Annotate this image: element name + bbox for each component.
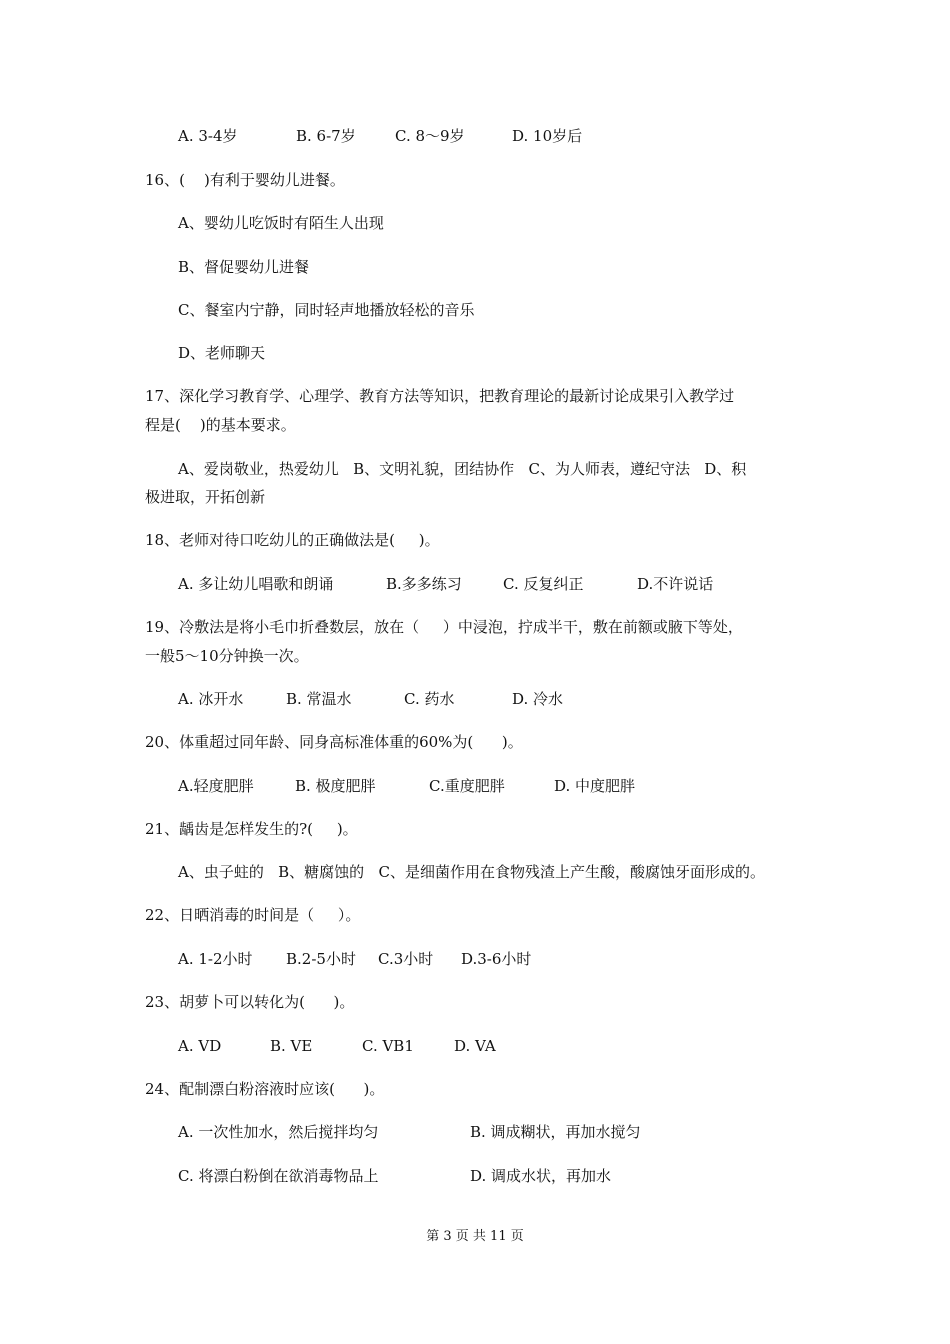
q24-option-b: B. 调成糊状，再加水搅匀 bbox=[470, 1123, 641, 1141]
q23-option-d: D. VA bbox=[454, 1037, 496, 1055]
q20-option-b: B. 极度肥胖 bbox=[295, 777, 376, 795]
q19-option-b: B. 常温水 bbox=[286, 690, 352, 708]
q22-option-c: C.3小时 bbox=[378, 950, 434, 968]
q15-option-a: A. 3-4岁 bbox=[178, 127, 238, 145]
q19-stem-line2: 一般5～10分钟换一次。 bbox=[145, 647, 309, 665]
q16-option-c: C、餐室内宁静，同时轻声地播放轻松的音乐 bbox=[178, 301, 475, 319]
q15-option-d: D. 10岁后 bbox=[512, 127, 583, 145]
q15-option-c: C. 8～9岁 bbox=[395, 127, 465, 145]
q24-option-c: C. 将漂白粉倒在欲消毒物品上 bbox=[178, 1167, 379, 1185]
q16-stem: 16、( )有利于婴幼儿进餐。 bbox=[145, 171, 345, 189]
q20-option-d: D. 中度肥胖 bbox=[554, 777, 636, 795]
q19-option-c: C. 药水 bbox=[404, 690, 455, 708]
q21-options: A、虫子蛀的 B、糖腐蚀的 C、是细菌作用在食物残渣上产生酸，酸腐蚀牙面形成的。 bbox=[178, 863, 765, 881]
q22-option-d: D.3-6小时 bbox=[461, 950, 532, 968]
q19-stem-line1: 19、冷敷法是将小毛巾折叠数层，放在（ ）中浸泡，拧成半干，敷在前额或腋下等处， bbox=[145, 618, 743, 636]
q22-stem: 22、日晒消毒的时间是（ ）。 bbox=[145, 906, 361, 924]
q24-option-a: A. 一次性加水，然后搅拌均匀 bbox=[178, 1123, 379, 1141]
q16-option-b: B、督促婴幼儿进餐 bbox=[178, 258, 310, 276]
q23-stem: 23、胡萝卜可以转化为( )。 bbox=[145, 993, 355, 1011]
q20-option-c: C.重度肥胖 bbox=[429, 777, 505, 795]
q18-stem: 18、老师对待口吃幼儿的正确做法是( )。 bbox=[145, 531, 440, 549]
q21-stem: 21、龋齿是怎样发生的?( )。 bbox=[145, 820, 358, 838]
q18-option-c: C. 反复纠正 bbox=[503, 575, 584, 593]
q20-stem: 20、体重超过同年龄、同身高标准体重的60%为( )。 bbox=[145, 733, 523, 751]
q18-option-d: D.不许说话 bbox=[637, 575, 714, 593]
q16-option-d: D、老师聊天 bbox=[178, 344, 266, 362]
q15-option-b: B. 6-7岁 bbox=[296, 127, 356, 145]
q22-option-a: A. 1-2小时 bbox=[178, 950, 253, 968]
q22-option-b: B.2-5小时 bbox=[286, 950, 356, 968]
q23-option-c: C. VB1 bbox=[362, 1037, 414, 1055]
q24-stem: 24、配制漂白粉溶液时应该( )。 bbox=[145, 1080, 385, 1098]
q20-option-a: A.轻度肥胖 bbox=[178, 777, 254, 795]
q23-option-a: A. VD bbox=[178, 1037, 222, 1055]
q17-options-line1: A、爱岗敬业，热爱幼儿 B、文明礼貌，团结协作 C、为人师表，遵纪守法 D、积 bbox=[178, 460, 747, 478]
q24-option-d: D. 调成水状，再加水 bbox=[470, 1167, 612, 1185]
q23-option-b: B. VE bbox=[270, 1037, 313, 1055]
page-footer: 第 3 页 共 11 页 bbox=[426, 1229, 524, 1244]
q18-option-b: B.多多练习 bbox=[386, 575, 462, 593]
q17-stem-line2: 程是( )的基本要求。 bbox=[145, 416, 296, 434]
q17-options-line2: 极进取，开拓创新 bbox=[145, 488, 266, 506]
q19-option-a: A. 冰开水 bbox=[178, 690, 244, 708]
q19-option-d: D. 冷水 bbox=[512, 690, 564, 708]
q17-stem-line1: 17、深化学习教育学、心理学、教育方法等知识，把教育理论的最新讨论成果引入教学过 bbox=[145, 387, 735, 405]
q18-option-a: A. 多让幼儿唱歌和朗诵 bbox=[178, 575, 334, 593]
q16-option-a: A、婴幼儿吃饭时有陌生人出现 bbox=[178, 214, 384, 232]
